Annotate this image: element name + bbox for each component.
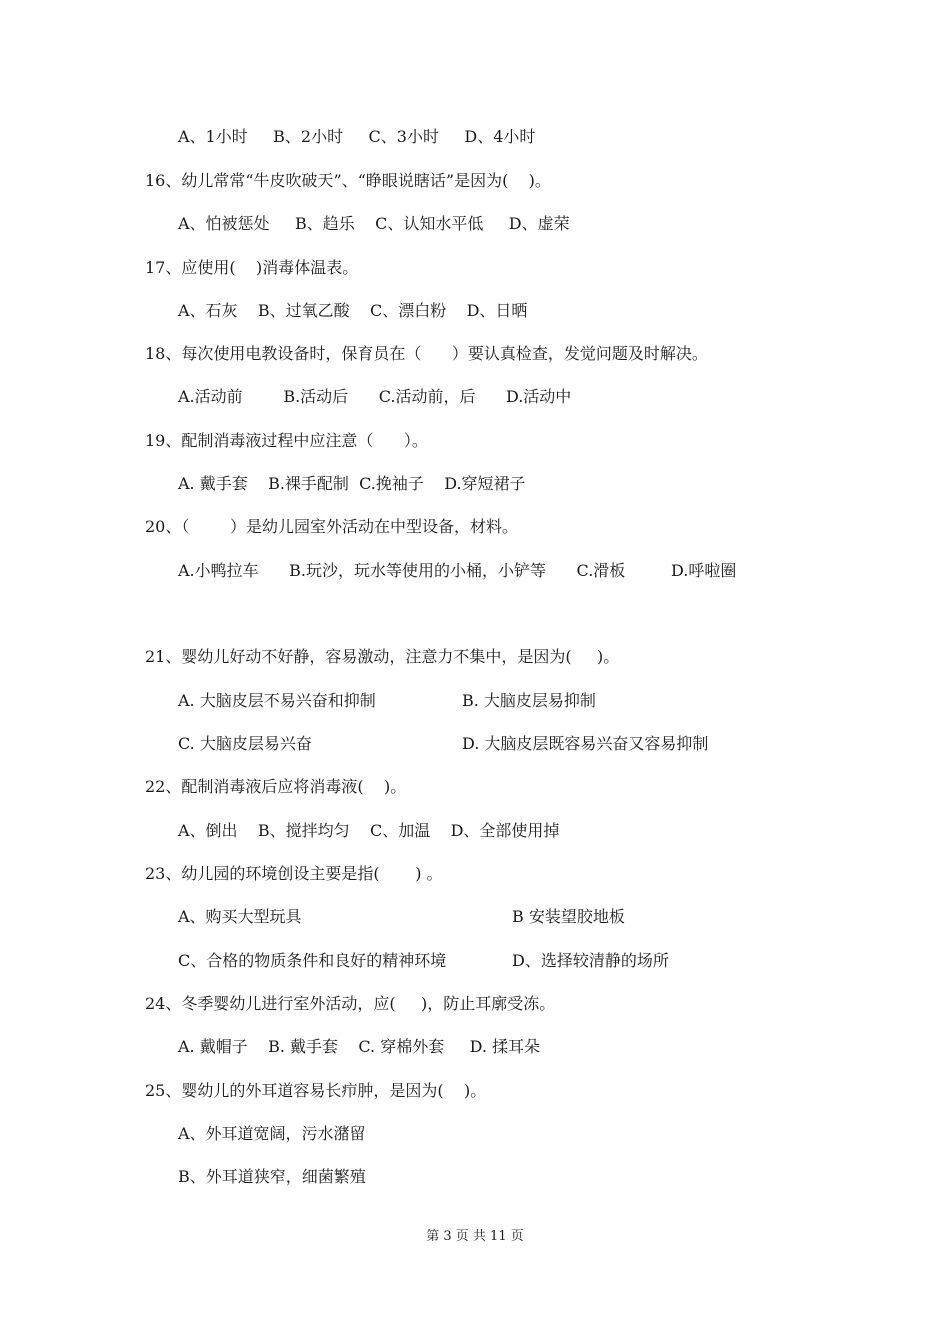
page-footer: 第 3 页 共 11 页 — [426, 1229, 524, 1244]
options-q24: A. 戴帽子 B. 戴手套 C. 穿棉外套 D. 揉耳朵 — [178, 1037, 541, 1056]
question-25: 25、婴幼儿的外耳道容易长疖肿，是因为( )。 — [145, 1081, 487, 1100]
question-17: 17、应使用( )消毒体温表。 — [145, 258, 359, 277]
option-23-b: B 安装望胶地板 — [512, 907, 625, 926]
option-23-a: A、购买大型玩具 — [178, 907, 302, 926]
option-25-b: B、外耳道狭窄，细菌繁殖 — [178, 1167, 366, 1186]
options-q22: A、倒出 B、搅拌均匀 C、加温 D、全部使用掉 — [178, 821, 560, 840]
option-21-c: C. 大脑皮层易兴奋 — [178, 734, 312, 753]
options-q17: A、石灰 B、过氧乙酸 C、漂白粉 D、日晒 — [178, 301, 528, 320]
option-21-b: B. 大脑皮层易抑制 — [462, 691, 596, 710]
question-19: 19、配制消毒液过程中应注意（ ）。 — [145, 431, 428, 450]
options-q19: A. 戴手套 B.裸手配制 C.挽袖子 D.穿短裙子 — [178, 474, 526, 493]
question-24: 24、冬季婴幼儿进行室外活动，应( )，防止耳廓受冻。 — [145, 994, 556, 1013]
question-16: 16、幼儿常常“牛皮吹破天”、“睁眼说瞎话”是因为( )。 — [145, 171, 551, 190]
option-23-c: C、合格的物质条件和良好的精神环境 — [178, 951, 447, 970]
question-21: 21、婴幼儿好动不好静，容易激动，注意力不集中，是因为( )。 — [145, 647, 620, 666]
option-21-a: A. 大脑皮层不易兴奋和抑制 — [178, 691, 376, 710]
options-q15: A、1小时 B、2小时 C、3小时 D、4小时 — [178, 127, 536, 146]
options-q18: A.活动前 B.活动后 C.活动前，后 D.活动中 — [178, 387, 572, 406]
option-23-d: D、选择较清静的场所 — [512, 951, 669, 970]
options-q16: A、怕被惩处 B、趋乐 C、认知水平低 D、虚荣 — [178, 214, 570, 233]
options-q20: A.小鸭拉车 B.玩沙，玩水等使用的小桶，小铲等 C.滑板 D.呼啦圈 — [178, 561, 737, 580]
question-23: 23、幼儿园的环境创设主要是指( ) 。 — [145, 864, 443, 883]
option-25-a: A、外耳道宽阔，污水潴留 — [178, 1124, 366, 1143]
question-20: 20、（ ）是幼儿园室外活动在中型设备，材料。 — [145, 517, 519, 536]
option-21-d: D. 大脑皮层既容易兴奋又容易抑制 — [462, 734, 709, 753]
question-22: 22、配制消毒液后应将消毒液( )。 — [145, 777, 407, 796]
question-18: 18、每次使用电教设备时，保育员在（ ）要认真检查，发觉问题及时解决。 — [145, 344, 708, 363]
